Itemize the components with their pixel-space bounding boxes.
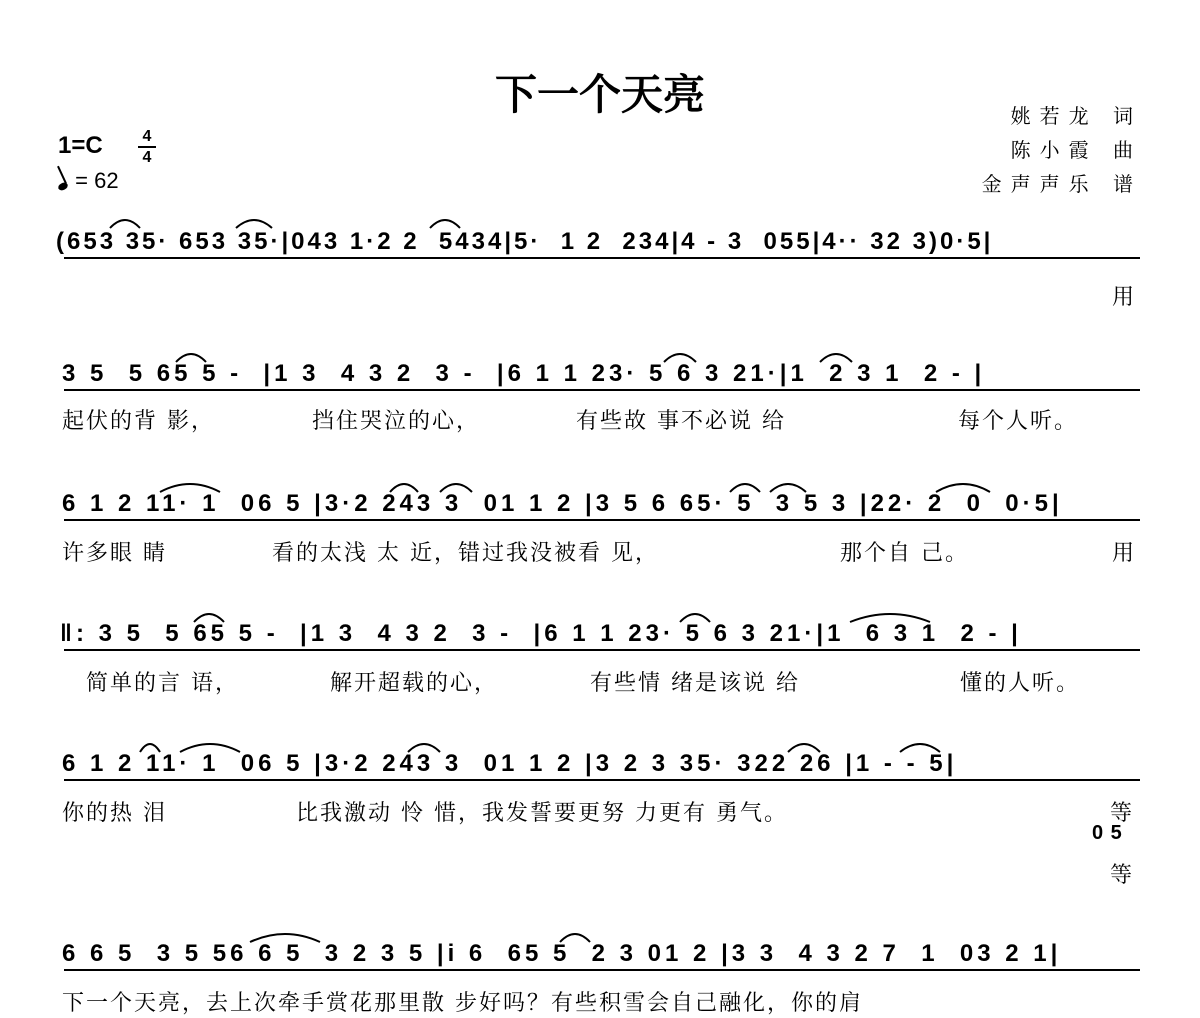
lyric-row-2-b: 挡住哭泣的心， (312, 409, 481, 434)
tie-mark (110, 220, 140, 228)
notation-row-5: 6 1 2 11· 1 06 5 |3·2 243 3 01 1 2 |3 2 3 35· 322 26 |1 - - 5| (62, 750, 958, 777)
lyric-row-2-a: 起伏的背 影， (62, 409, 215, 434)
lyric-row-2-d: 每个人听。 (958, 409, 1079, 434)
lyric-row-4-b: 解开超载的心， (330, 671, 499, 696)
tempo-value: = 62 (75, 168, 119, 193)
composer-credit: 陈小霞 曲 (1010, 138, 1142, 162)
tie-mark (430, 220, 460, 228)
lyricist-credit: 姚若龙 词 (1010, 104, 1142, 128)
notation-row-6: 6 6 5 3 5 56 6 5 3 2 3 5 |i 6 65 5 2 3 01 2 |3 3 4 3 2 7 1 03 2 1| (62, 940, 1062, 967)
lyric-row-6: 下一个天亮，去上次牵手赏花那里散 步好吗？有些积雪会自己融化，你的肩 (62, 991, 863, 1016)
lyric-row-5-a: 你的热 泪 (62, 801, 167, 826)
lyric-row-5-b: 比我激动 怜 惜，我发誓要更努 力更有 勇气。 (296, 801, 788, 826)
lyric-row-2-c: 有些故 事不必说 给 (576, 409, 786, 434)
tempo-marking (58, 168, 119, 194)
lyric-row-1-pickup: 用 (1112, 285, 1137, 310)
lyric-row-3-d: 用 (1112, 541, 1137, 566)
transcriber-credit: 金声声乐 谱 (981, 172, 1142, 196)
lyric-row-3-a: 许多眼 睛 (62, 541, 167, 566)
lyric-row-4-a: 简单的言 语， (86, 671, 239, 696)
lyric-row-5-c: 等 (1110, 801, 1135, 826)
tie-mark (236, 220, 272, 228)
time-signature-top: 4 (142, 128, 152, 145)
notation-row-2: 3 5 5 65 5 - |1 3 4 3 2 3 - |6 1 1 23· 5 6 3 21·|1 2 3 1 2 - | (62, 360, 986, 387)
notation-row-4: ‖: 3 5 5 65 5 - |1 3 4 3 2 3 - |6 1 1 23· 5 6 3 21·|1 6 3 1 2 - | (60, 620, 1022, 647)
key-signature: 1=C (58, 132, 103, 159)
lyric-row-3-c: 那个自 己。 (840, 541, 969, 566)
notation-row-3: 6 1 2 11· 1 06 5 |3·2 243 3 01 1 2 |3 5 6 65· 5 3 5 3 |22· 2 0 0·5| (62, 490, 1063, 517)
time-signature-bottom: 4 (142, 149, 152, 166)
notation-row-1: (653 35· 653 35·|043 1·2 2 5434|5· 1 2 234|4 - 3 055|4·· 32 3)0·5| (56, 228, 994, 255)
quarter-note-icon (57, 181, 69, 192)
lyric-row-4-d: 懂的人听。 (960, 671, 1081, 696)
time-signature (138, 128, 156, 166)
lyric-row-4-c: 有些情 绪是该说 给 (590, 671, 800, 696)
lyric-row-3-b: 看的太浅 太 近，错过我没被看 见， (272, 541, 659, 566)
song-title: 下一个天亮 (494, 70, 705, 119)
alt-ending-lyric: 等 (1110, 863, 1135, 888)
alt-ending-notes: 0 5 (1092, 822, 1123, 844)
